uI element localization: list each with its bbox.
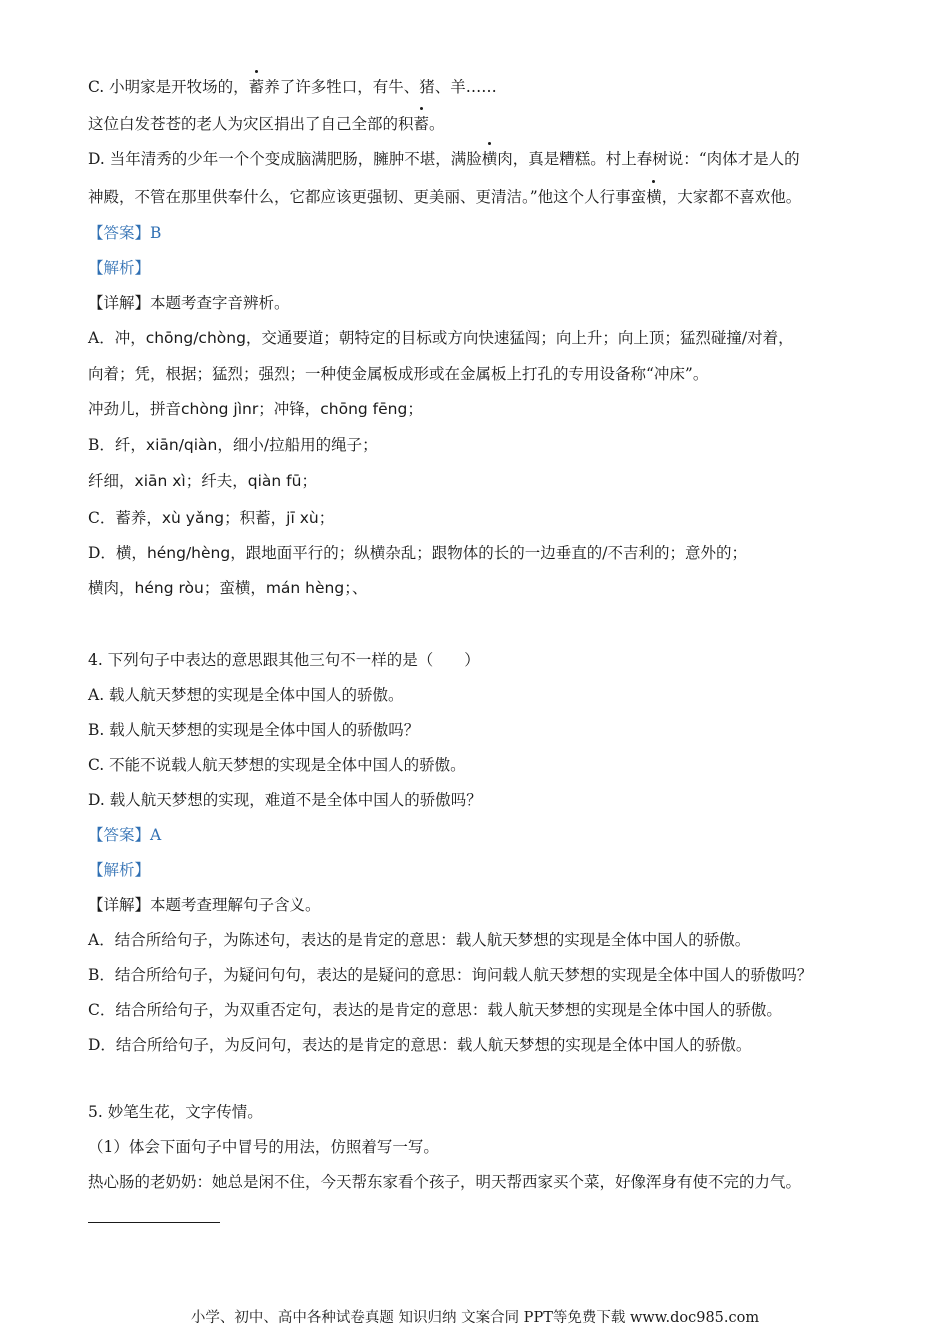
text: ；冲锋， bbox=[258, 400, 321, 418]
q3-exp-b bbox=[88, 434, 378, 456]
text: A．冲， bbox=[88, 329, 146, 347]
text: 纤细， bbox=[88, 472, 135, 490]
q3-answer: 【答案】B bbox=[88, 224, 162, 242]
text: ，跟地面平行的；纵横杂乱；跟物体的长的一边垂直的/不吉利的；意外的； bbox=[230, 544, 747, 562]
q4-analysis-heading: 【解析】 bbox=[88, 861, 151, 879]
q4-exp-b: B．结合所给句子，为疑问句句，表达的是疑问的意思：询问载人航天梦想的实现是全体中国人的骄傲吗？ bbox=[88, 966, 813, 984]
q3-exp-c bbox=[88, 507, 334, 529]
q4-stem: 4. 下列句子中表达的意思跟其他三句不一样的是（ ） bbox=[88, 651, 480, 669]
q3-exp-a-line3 bbox=[88, 398, 423, 420]
text: D. 当年清秀的少年一个个变成脑满肥肠，臃肿不堪，满脸 bbox=[88, 150, 482, 168]
text: ；纤夫， bbox=[185, 472, 248, 490]
pinyin: héng/hèng bbox=[146, 544, 231, 562]
text: ，细小/拉船用的绳子； bbox=[217, 436, 378, 454]
pinyin: xiān/qiàn bbox=[145, 436, 218, 454]
q4-answer: 【答案】A bbox=[88, 826, 162, 844]
q3-option-d-line2 bbox=[88, 186, 801, 208]
q3-detail: 【详解】本题考查字音辨析。 bbox=[88, 294, 290, 312]
emphasis-char: 蓄 bbox=[248, 78, 265, 96]
pinyin: chōng/chòng bbox=[145, 329, 246, 347]
q4-option-a: A. 载人航天梦想的实现是全体中国人的骄傲。 bbox=[88, 686, 404, 704]
page-footer: 小学、初中、高中各种试卷真题 知识归纳 文案合同 PPT等免费下载 www.doc985.com bbox=[190, 1310, 760, 1326]
q3-exp-d-line2 bbox=[88, 577, 367, 599]
q5-example-sentence: 热心肠的老奶奶：她总是闲不住，今天帮东家看个孩子，明天帮西家买个菜，好像浑身有使不完的力气。 bbox=[88, 1173, 802, 1191]
q4-option-d: D. 载人航天梦想的实现，难道不是全体中国人的骄傲吗？ bbox=[88, 791, 482, 809]
pinyin: jī xù bbox=[286, 509, 319, 527]
text: ，交通要道；朝特定的目标或方向快速猛闯；向上升；向上顶；猛烈碰撞/对着， bbox=[245, 329, 794, 347]
text: 肉，真是糟糕。村上春树说：“肉体才是人的 bbox=[497, 150, 800, 168]
text: 。 bbox=[429, 115, 445, 133]
pinyin: xiān xì bbox=[134, 472, 186, 490]
text: C. 小明家是开牧场的， bbox=[88, 78, 249, 96]
emphasis-char: 横 bbox=[481, 150, 498, 168]
text: 养了许多牲口，有牛、猪、羊…… bbox=[264, 78, 497, 96]
text: 这位白发苍苍的老人为灾区捐出了自己全部的积 bbox=[88, 115, 414, 133]
q3-exp-a-line2: 向着；凭，根据；猛烈；强烈；一种使金属板成形或在金属板上打孔的专用设备称“冲床”。 bbox=[88, 365, 709, 383]
pinyin: chòng jìnr bbox=[181, 400, 259, 418]
q3-option-c bbox=[88, 76, 497, 98]
q5-stem: 5. 妙笔生花，文字传情。 bbox=[88, 1103, 263, 1121]
q3-exp-b-line2 bbox=[88, 470, 317, 492]
text: ；、 bbox=[344, 579, 368, 597]
emphasis-char: 横 bbox=[646, 188, 662, 206]
q4-detail: 【详解】本题考查理解句子含义。 bbox=[88, 896, 321, 914]
q4-exp-d: D．结合所给句子，为反问句，表达的是肯定的意思：载人航天梦想的实现是全体中国人的骄傲。 bbox=[88, 1036, 752, 1054]
q3-exp-a bbox=[88, 327, 794, 349]
q3-analysis-heading: 【解析】 bbox=[88, 259, 151, 277]
text: 横肉， bbox=[88, 579, 135, 597]
text: D．横， bbox=[88, 544, 147, 562]
pinyin: qiàn fū bbox=[247, 472, 302, 490]
q4-option-c: C. 不能不说载人航天梦想的实现是全体中国人的骄傲。 bbox=[88, 756, 466, 774]
text: 神殿，不管在那里供奉什么，它都应该更强韧、更美丽、更清洁。”他这个人行事蛮 bbox=[88, 188, 647, 206]
q4-option-b: B. 载人航天梦想的实现是全体中国人的骄傲吗？ bbox=[88, 721, 420, 739]
pinyin: xù yǎng bbox=[161, 509, 225, 527]
text: ； bbox=[301, 472, 317, 490]
pinyin: héng ròu bbox=[134, 579, 204, 597]
pinyin: mán hèng bbox=[265, 579, 345, 597]
text: ； bbox=[407, 400, 423, 418]
text: ； bbox=[318, 509, 335, 527]
text: ，大家都不喜欢他。 bbox=[661, 188, 802, 206]
q4-exp-c: C．结合所给句子，为双重否定句，表达的是肯定的意思：载人航天梦想的实现是全体中国人的骄傲。 bbox=[88, 1001, 782, 1019]
text: B．纤， bbox=[88, 436, 146, 454]
emphasis-char: 蓄 bbox=[413, 115, 430, 133]
q4-exp-a: A．结合所给句子，为陈述句，表达的是肯定的意思：载人航天梦想的实现是全体中国人的骄傲。 bbox=[88, 931, 751, 949]
text: 冲劲儿，拼音 bbox=[88, 400, 182, 418]
pinyin: chōng fēng bbox=[320, 400, 408, 418]
text: C．蓄养， bbox=[88, 509, 162, 527]
q5-subquestion-1: （1）体会下面句子中冒号的用法，仿照着写一写。 bbox=[88, 1138, 439, 1156]
q3-option-c-line2 bbox=[88, 113, 445, 135]
text: ；蛮横， bbox=[203, 579, 266, 597]
text: ；积蓄， bbox=[224, 509, 287, 527]
answer-blank-line bbox=[88, 1222, 220, 1223]
q3-option-d bbox=[88, 148, 800, 170]
q3-exp-d bbox=[88, 542, 747, 564]
